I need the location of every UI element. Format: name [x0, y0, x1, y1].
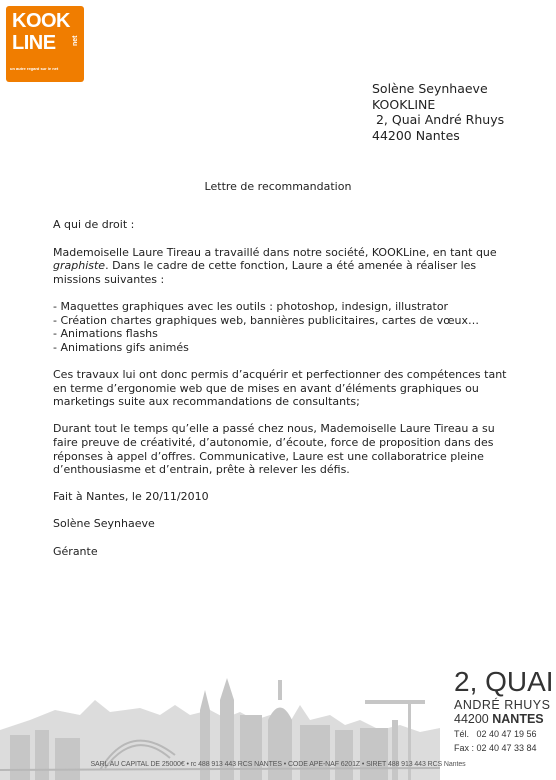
mission-item: - Animations flashs [53, 327, 158, 341]
logo-net: net [72, 35, 79, 46]
greeting: A qui de droit : [53, 218, 135, 231]
signer-name: Solène Seynhaeve [53, 517, 155, 531]
logo-line-1: KOOK [12, 10, 70, 32]
logo-tagline: un autre regard sur le net [10, 66, 59, 71]
footer-street: 2, QUAI [454, 666, 554, 697]
recipient-street: 2, Quai André Rhuys [372, 112, 505, 127]
footer-fax: Fax : 02 40 47 33 84 [454, 743, 537, 753]
mission-item: - Maquettes graphiques avec les outils : photoshop, indesign, illustrator [53, 299, 449, 313]
signer-role: Gérante [53, 544, 98, 558]
logo-line-2: LINE [12, 32, 56, 54]
footer-city [454, 712, 544, 726]
recipient-city: 44200 Nantes [372, 127, 460, 143]
recipient-company: KOOKLINE [372, 96, 436, 112]
footer-postcode: 44200 [454, 712, 489, 726]
footer-city-name: NANTES [492, 712, 544, 726]
recipient-name: Solène Seynhaeve [372, 81, 488, 96]
letter-body [53, 218, 515, 558]
footer-legal: SARL AU CAPITAL DE 25000€ • rc 488 913 443 RCS NANTES • CODE APE-NAF 6201Z • SIRET 488 913 443 RCS Nantes [90, 761, 466, 768]
place-date: Fait à Nantes, le 20/11/2010 [53, 490, 209, 504]
footer-street-name: ANDRÉ RHUYS [454, 698, 551, 712]
paragraph-competences: Ces travaux lui ont donc permis d’acquérir et perfectionner des compétences tant en terme d’ergonomie web que de mises en avant d’éléments graphiques ou marketings suite aux recommandations de consultants; [53, 367, 507, 409]
mission-item: - Création chartes graphiques web, bannières publicitaires, cartes de vœux… [53, 313, 479, 327]
intro-before: Mademoiselle Laure Tireau a travaillé dans notre société, KOOKLine, en tant que [53, 245, 497, 259]
intro-role: graphiste [53, 259, 106, 273]
footer-tel: Tél. 02 40 47 19 56 [454, 729, 537, 739]
kookline-logo [6, 6, 84, 82]
recipient-address [372, 81, 504, 143]
intro-after: . Dans le cadre de cette fonction, Laure a été amenée à réaliser les missions suivantes : [53, 259, 477, 286]
mission-item: - Animations gifs animés [53, 340, 189, 354]
missions-list [53, 300, 515, 354]
letter-title: Lettre de recommandation [204, 180, 352, 193]
intro-paragraph [53, 246, 515, 287]
paragraph-qualities: Durant tout le temps qu’elle a passé chez nous, Mademoiselle Laure Tireau a su faire preuve de créativité, d’autonomie, d’écoute, force de proposition dans des réponses à appel d’offres. Communicative, Laure est une collaboratrice pleine d’enthousiasme et d’entrain, prête à relever les défis. [53, 422, 495, 477]
